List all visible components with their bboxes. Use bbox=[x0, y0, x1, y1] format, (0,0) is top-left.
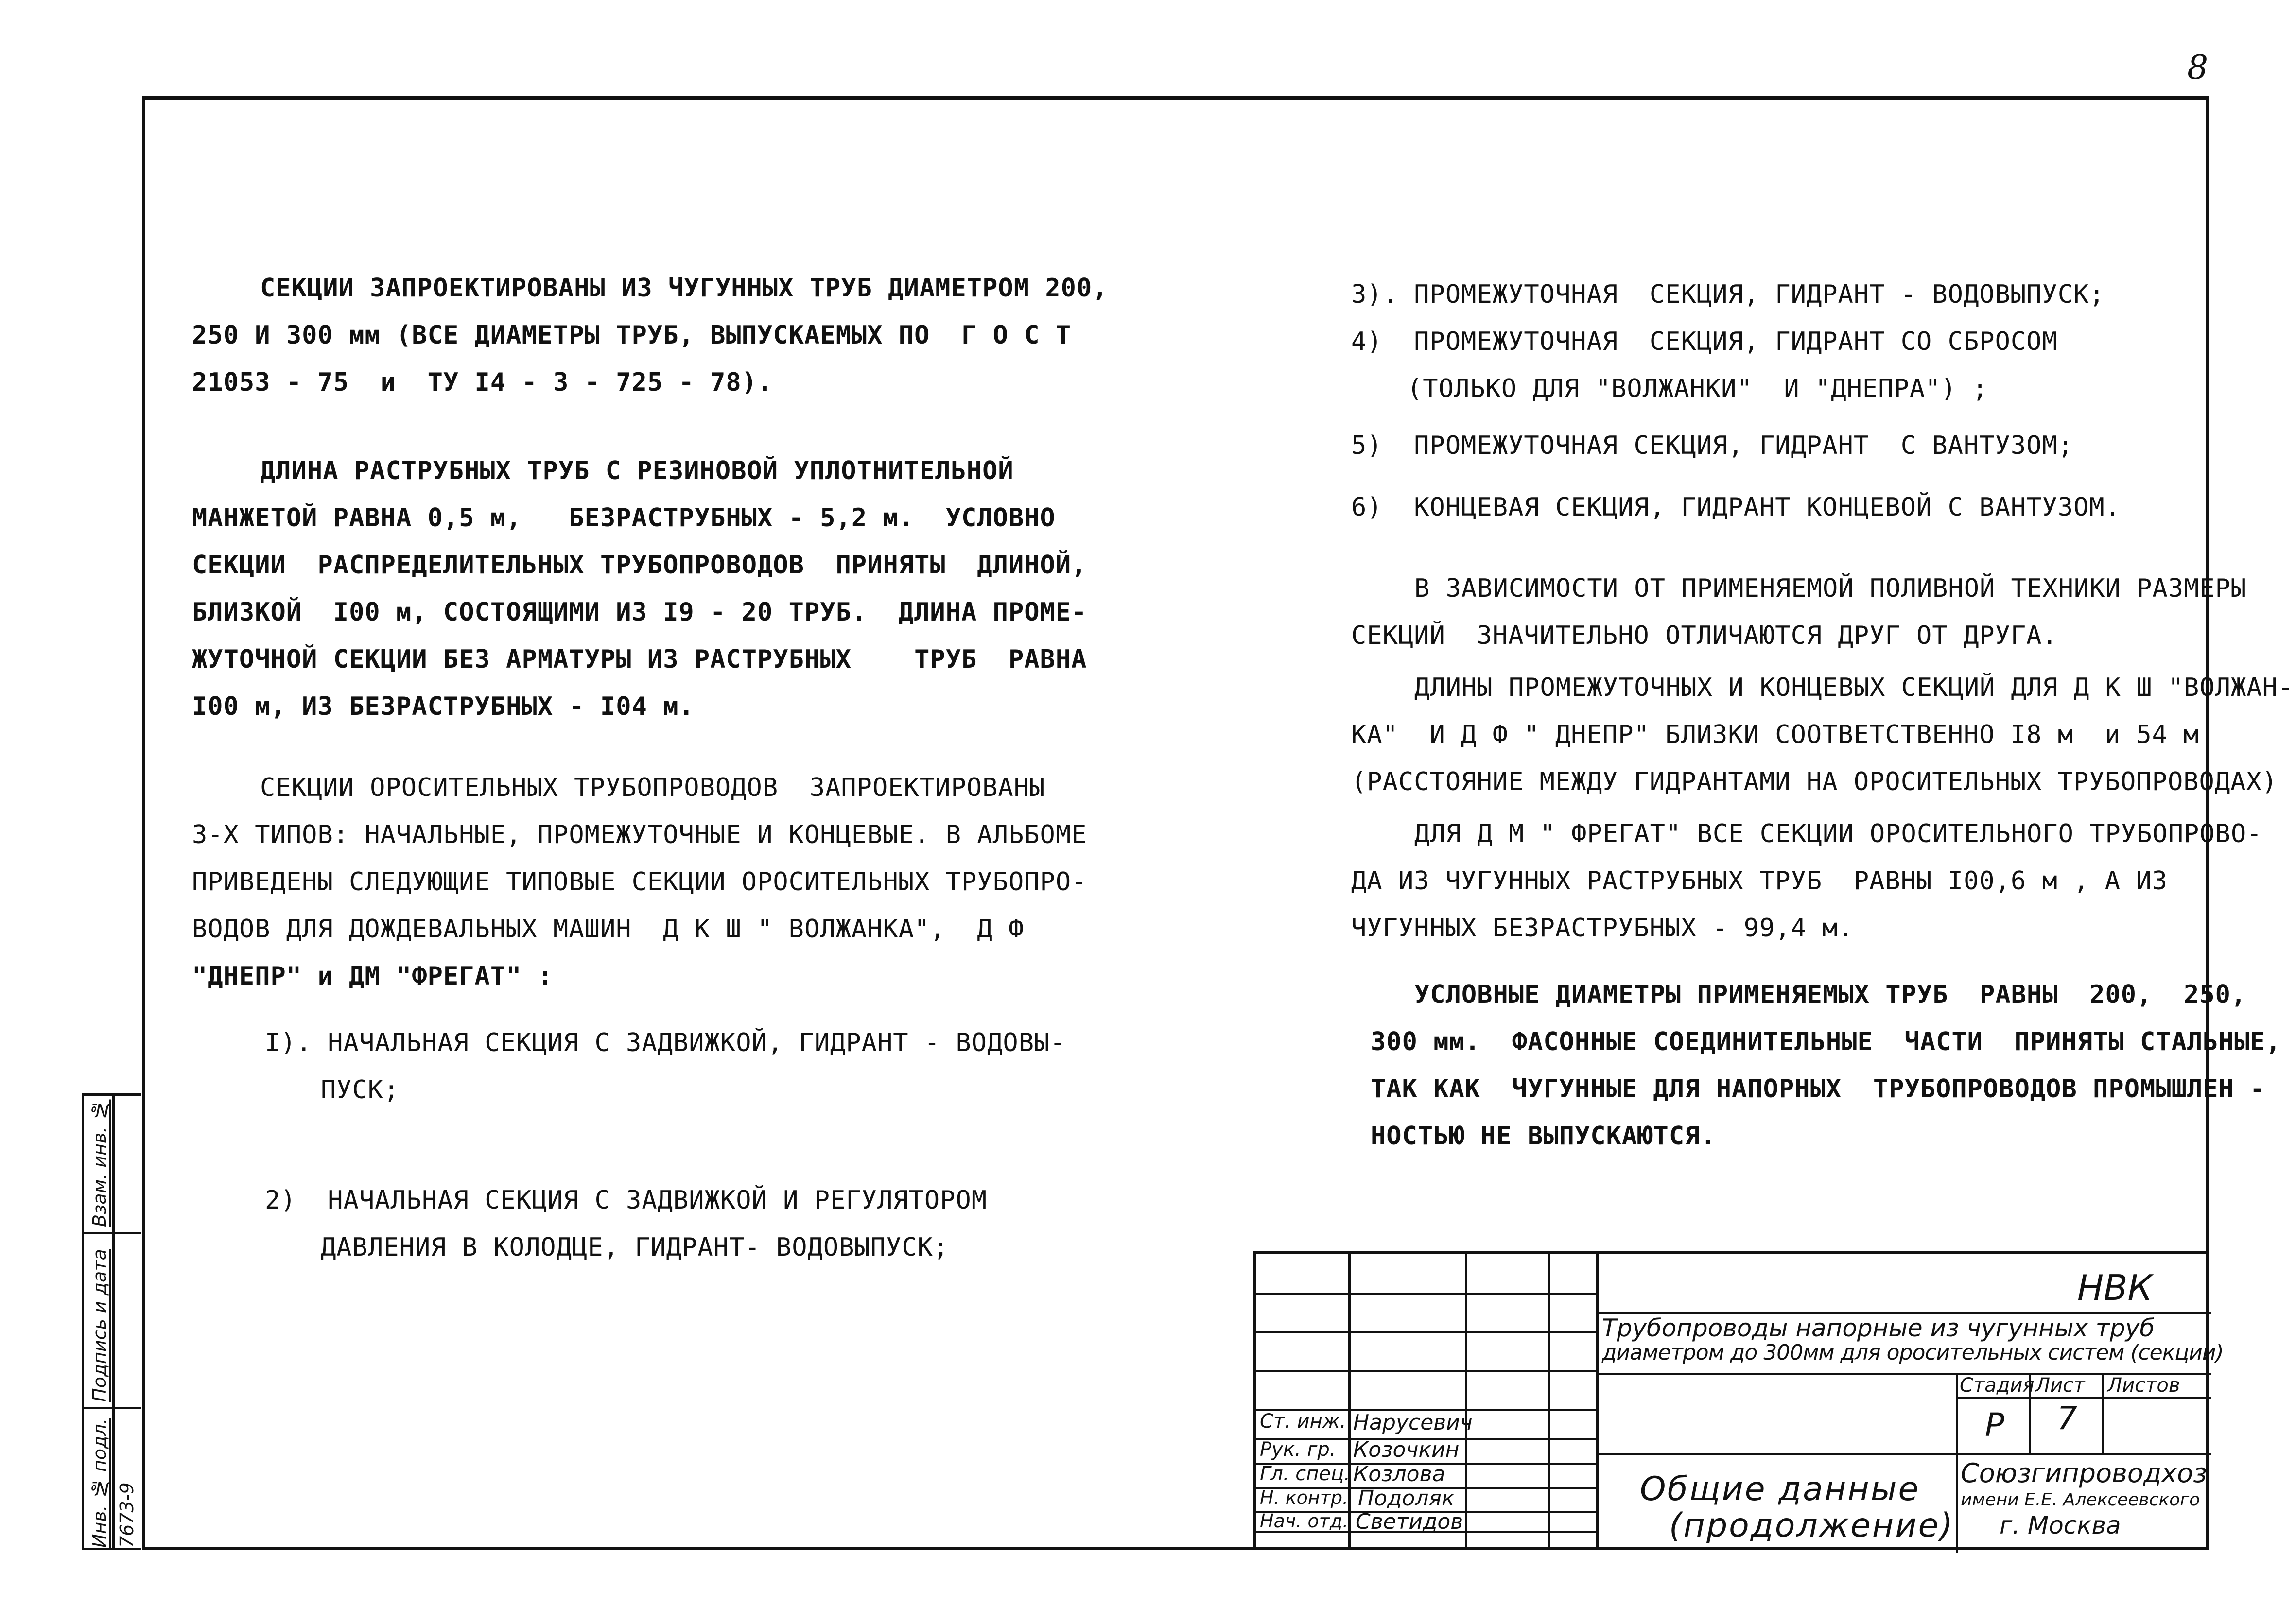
podpis-data-label: Подпись и дата bbox=[89, 1249, 110, 1402]
signer-name: Подоляк bbox=[1358, 1486, 1455, 1511]
inventory-number: 7673-9 bbox=[116, 1482, 138, 1548]
text-line: ТАК КАК ЧУГУННЫЕ ДЛЯ НАПОРНЫХ ТРУБОПРОВОДОВ ПРОМЫШЛЕН - bbox=[1371, 1074, 2266, 1104]
text-line: (РАССТОЯНИЕ МЕЖДУ ГИДРАНТАМИ НА ОРОСИТЕЛЬНЫХ ТРУБОПРОВОДАХ) bbox=[1351, 767, 2278, 796]
text-line: ДЛИНЫ ПРОМЕЖУТОЧНЫХ И КОНЦЕВЫХ СЕКЦИЙ ДЛЯ Д К Ш "ВОЛЖАН- bbox=[1414, 673, 2294, 702]
signer-name: Козочкин bbox=[1353, 1437, 1460, 1462]
list-item: 4) ПРОМЕЖУТОЧНАЯ СЕКЦИЯ, ГИДРАНТ СО СБРОСОМ bbox=[1351, 327, 2058, 356]
text-line: 21053 - 75 и ТУ I4 - 3 - 725 - 78). bbox=[192, 368, 773, 397]
text-line: 250 И 300 мм (ВСЕ ДИАМЕТРЫ ТРУБ, ВЫПУСКАЕМЫХ ПО Г О С Т bbox=[192, 321, 1072, 350]
text-line: ПРИВЕДЕНЫ СЛЕДУЮЩИЕ ТИПОВЫЕ СЕКЦИИ ОРОСИТЕЛЬНЫХ ТРУБОПРО- bbox=[192, 867, 1087, 897]
text-line: СЕКЦИИ ОРОСИТЕЛЬНЫХ ТРУБОПРОВОДОВ ЗАПРОЕКТИРОВАНЫ bbox=[260, 773, 1045, 802]
margin-stamp bbox=[82, 1093, 141, 1550]
text-line: ВОДОВ ДЛЯ ДОЖДЕВАЛЬНЫХ МАШИН Д К Ш " ВОЛЖАНКА", Д Ф bbox=[192, 915, 1025, 944]
list-item: 6) КОНЦЕВАЯ СЕКЦИЯ, ГИДРАНТ КОНЦЕВОЙ С ВАНТУЗОМ. bbox=[1351, 493, 2121, 522]
text-line: 300 мм. ФАСОННЫЕ СОЕДИНИТЕЛЬНЫЕ ЧАСТИ ПРИНЯТЫ СТАЛЬНЫЕ, bbox=[1371, 1027, 2281, 1056]
organization-name: Союзгипроводхоз bbox=[1961, 1458, 2207, 1488]
text-line: МАНЖЕТОЙ РАВНА 0,5 м, БЕЗРАСТРУБНЫХ - 5,2 м. УСЛОВНО bbox=[192, 503, 1056, 533]
text-line: I00 м, ИЗ БЕЗРАСТРУБНЫХ - I04 м. bbox=[192, 692, 695, 721]
vzam-inv-label: Взам. инв. № bbox=[89, 1099, 110, 1227]
text-line: ЧУГУННЫХ БЕЗРАСТРУБНЫХ - 99,4 м. bbox=[1351, 914, 1854, 943]
list-item: ДАВЛЕНИЯ В КОЛОДЦЕ, ГИДРАНТ- ВОДОВЫПУСК; bbox=[321, 1233, 949, 1262]
text-line: 3-Х ТИПОВ: НАЧАЛЬНЫЕ, ПРОМЕЖУТОЧНЫЕ И КОНЦЕВЫЕ. В АЛЬБОМЕ bbox=[192, 820, 1087, 849]
organization-city: г. Москва bbox=[2000, 1511, 2121, 1539]
organization-subtitle: имени Е.Е. Алексеевского bbox=[1961, 1490, 2200, 1510]
left-text-column bbox=[192, 265, 1108, 1271]
document-title-line2: диаметром до 300мм для оросительных систем (секции) bbox=[1602, 1340, 2224, 1365]
text-line: ДА ИЗ ЧУГУННЫХ РАСТРУБНЫХ ТРУБ РАВНЫ I00,6 м , А ИЗ bbox=[1351, 866, 2168, 896]
list-item: 3). ПРОМЕЖУТОЧНАЯ СЕКЦИЯ, ГИДРАНТ - ВОДОВЫПУСК; bbox=[1351, 280, 2105, 309]
sheets-label: Листов bbox=[2107, 1374, 2180, 1397]
text-line: СЕКЦИЙ ЗНАЧИТЕЛЬНО ОТЛИЧАЮТСЯ ДРУГ ОТ ДРУГА. bbox=[1351, 621, 2058, 650]
text-line: "ДНЕПР" и ДМ "ФРЕГАТ" : bbox=[192, 962, 554, 991]
role-label: Гл. спец. bbox=[1260, 1463, 1350, 1485]
sheet-name-line2: (продолжение) bbox=[1669, 1506, 1954, 1545]
text-line: В ЗАВИСИМОСТИ ОТ ПРИМЕНЯЕМОЙ ПОЛИВНОЙ ТЕХНИКИ РАЗМЕРЫ bbox=[1414, 574, 2247, 603]
title-block bbox=[1253, 1251, 2224, 1550]
document-code: НВК bbox=[2077, 1267, 2153, 1308]
sheet-value: 7 bbox=[2057, 1400, 2077, 1437]
text-line: УСЛОВНЫЕ ДИАМЕТРЫ ПРИМЕНЯЕМЫХ ТРУБ РАВНЫ 200, 250, bbox=[1414, 980, 2247, 1009]
role-label: Ст. инж. bbox=[1260, 1410, 1346, 1433]
text-line: КА" И Д Ф " ДНЕПР" БЛИЗКИ СООТВЕТСТВЕННО I8 м и 54 м bbox=[1351, 720, 2199, 749]
list-item: 5) ПРОМЕЖУТОЧНАЯ СЕКЦИЯ, ГИДРАНТ С ВАНТУЗОМ; bbox=[1351, 431, 2074, 460]
list-item: 2) НАЧАЛЬНАЯ СЕКЦИЯ С ЗАДВИЖКОЙ И РЕГУЛЯТОРОМ bbox=[265, 1186, 988, 1215]
right-text-column bbox=[1351, 271, 2294, 1160]
text-line: БЛИЗКОЙ I00 м, СОСТОЯЩИМИ ИЗ I9 - 20 ТРУБ. ДЛИНА ПРОМЕ- bbox=[192, 598, 1087, 627]
text-line: ДЛЯ Д М " ФРЕГАТ" ВСЕ СЕКЦИИ ОРОСИТЕЛЬНОГО ТРУБОПРОВО- bbox=[1414, 819, 2262, 848]
text-line: ЖУТОЧНОЙ СЕКЦИИ БЕЗ АРМАТУРЫ ИЗ РАСТРУБНЫХ ТРУБ РАВНА bbox=[192, 645, 1087, 674]
stage-label: Стадия bbox=[1960, 1374, 2035, 1397]
page-number: 8 bbox=[2187, 49, 2209, 87]
text-line: НОСТЬЮ НЕ ВЫПУСКАЮТСЯ. bbox=[1371, 1122, 1716, 1151]
sheet-label: Лист bbox=[2035, 1374, 2085, 1397]
text-line: ДЛИНА РАСТРУБНЫХ ТРУБ С РЕЗИНОВОЙ УПЛОТНИТЕЛЬНОЙ bbox=[260, 456, 1014, 485]
role-label: Рук. гр. bbox=[1260, 1438, 1336, 1461]
document-title-line1: Трубопроводы напорные из чугунных труб bbox=[1602, 1314, 2155, 1342]
signer-name: Светидов bbox=[1356, 1509, 1463, 1534]
signer-name: Нарусевич bbox=[1353, 1410, 1473, 1435]
list-item: (ТОЛЬКО ДЛЯ "ВОЛЖАНКИ" И "ДНЕПРА") ; bbox=[1407, 374, 1988, 403]
sheet-name-line1: Общие данные bbox=[1640, 1470, 1920, 1508]
text-line: СЕКЦИИ ЗАПРОЕКТИРОВАНЫ ИЗ ЧУГУННЫХ ТРУБ ДИАМЕТРОМ 200, bbox=[260, 274, 1108, 303]
text-line: СЕКЦИИ РАСПРЕДЕЛИТЕЛЬНЫХ ТРУБОПРОВОДОВ ПРИНЯТЫ ДЛИНОЙ, bbox=[192, 551, 1087, 580]
list-item: ПУСК; bbox=[321, 1075, 400, 1105]
signer-name: Козлова bbox=[1353, 1462, 1445, 1486]
list-item: I). НАЧАЛЬНАЯ СЕКЦИЯ С ЗАДВИЖКОЙ, ГИДРАНТ - ВОДОВЫ- bbox=[265, 1028, 1066, 1057]
stage-value: Р bbox=[1985, 1406, 2004, 1444]
role-label: Н. контр. bbox=[1260, 1487, 1349, 1508]
role-label: Нач. отд. bbox=[1260, 1510, 1349, 1532]
inv-podl-label: Инв. № подл. bbox=[89, 1418, 110, 1548]
